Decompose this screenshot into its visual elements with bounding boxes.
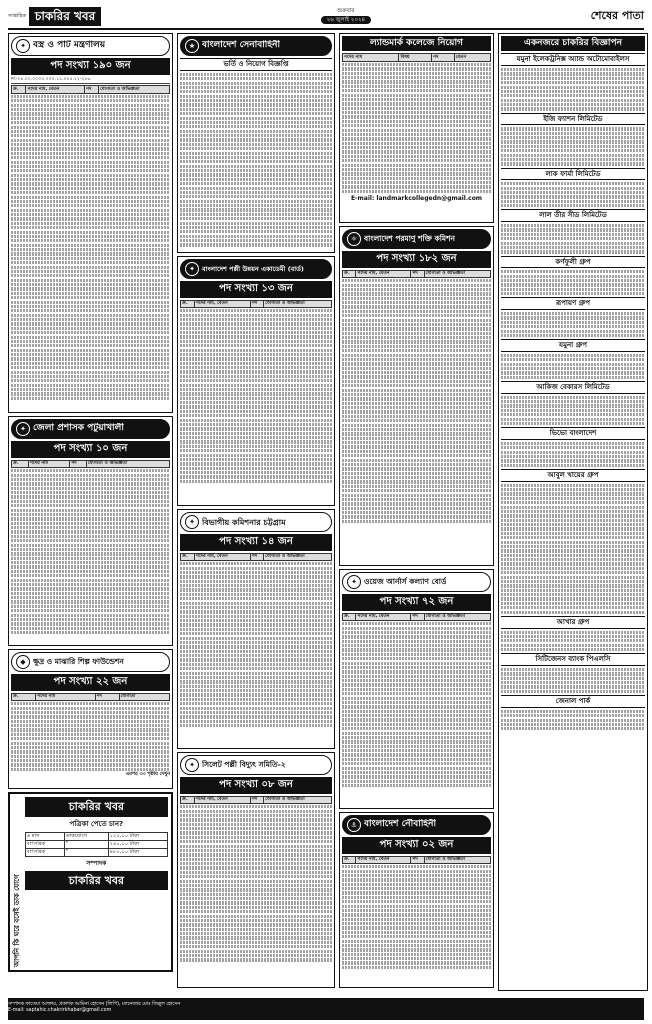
period: বাৎসরিক xyxy=(25,848,64,856)
landmark-ad xyxy=(339,33,494,223)
col-header: পদ xyxy=(250,300,264,308)
col-header: পদের নাম, বেতন xyxy=(356,270,411,278)
section-heading: একনজরে চাকরির বিজ্ঞাপন xyxy=(501,36,645,51)
ad-title: বাংলাদেশ পরমাণু শক্তি কমিশন xyxy=(364,234,455,244)
table-header xyxy=(343,613,491,621)
col-header: ক্র. xyxy=(343,270,356,278)
fine-print xyxy=(180,309,332,483)
col-header: ক্র. xyxy=(12,86,26,94)
col-header: পদের নাম xyxy=(36,693,95,701)
price: ৪৮০,০০ টাকা xyxy=(108,848,167,856)
posts-count: পদ সংখ্যা ৭২ জন xyxy=(342,594,491,611)
price: ২৪০,০০ টাকা xyxy=(108,840,167,848)
foundation-ad xyxy=(8,649,173,789)
atomic-ad xyxy=(339,226,494,566)
fine-print xyxy=(180,73,332,247)
date-pill: ২৬ জুলাই ২০২৪ xyxy=(321,16,371,25)
col-header: বিষয় xyxy=(399,54,431,62)
method: " xyxy=(64,848,108,856)
wage-earners-ad xyxy=(339,569,494,809)
period: ৬ মাস xyxy=(25,832,64,840)
col-header: পদের নাম, বেতন xyxy=(194,553,250,561)
footer-email: E-mail: saptahic.chakrirkhabar@gmail.com xyxy=(8,1007,112,1013)
col-header: ক্র. xyxy=(181,796,195,804)
chattogram-ad xyxy=(177,509,335,749)
col-header: ক্র. xyxy=(343,613,356,621)
company-name: জেনাল পার্ক xyxy=(501,695,645,708)
jobs-table xyxy=(342,270,491,279)
promo-question: পত্রিকা পেতে চান? xyxy=(69,819,124,828)
ad-header xyxy=(180,259,332,279)
col-header: পদ xyxy=(95,693,119,701)
fine-print xyxy=(342,622,491,787)
ad-title: জেলা প্রশাসক পটুয়াখালী xyxy=(33,423,124,434)
table-row xyxy=(25,848,167,856)
ad-header xyxy=(180,36,332,56)
col-header: ক্র. xyxy=(181,300,195,308)
col-header: পদের নাম xyxy=(343,54,399,62)
company-name: লাল তীর সীড লিমিটেড xyxy=(501,209,645,222)
company-name: কর্ণফুলী গ্রুপ xyxy=(501,256,645,269)
logo-text: চাকরির খবর xyxy=(29,7,101,26)
company-name: আকিজ বেকারস লিমিটেড xyxy=(501,381,645,394)
ref-number xyxy=(11,77,170,85)
govt-seal-icon: ✦ xyxy=(185,515,199,529)
col-header: পদ xyxy=(84,86,98,94)
ad-title: সিলেট পল্লী বিদ্যুৎ সমিতি-২ xyxy=(202,760,286,770)
jobs-table xyxy=(11,693,170,702)
company-name: যমুনা গ্রুপ xyxy=(501,339,645,352)
col-header: পদ xyxy=(70,460,87,468)
ad-header xyxy=(11,652,170,672)
price-table xyxy=(25,832,168,858)
promo-vertical-text: আপনি কি ঘরে বসেই ডাক যোগে xyxy=(13,874,21,967)
anchor-icon: ⚓ xyxy=(347,818,361,832)
fine-print xyxy=(342,865,491,969)
table-row xyxy=(25,840,167,848)
editor-label: সম্পাদক xyxy=(86,860,107,868)
posts-count: পদ সংখ্যা ১৪ জন xyxy=(180,534,332,551)
jobs-table xyxy=(180,553,332,562)
logo xyxy=(8,7,101,26)
posts-count: পদ সংখ্যা ১৩ জন xyxy=(180,281,332,298)
ad-title: ক্ষুদ্র ও মাঝারি শিল্প ফাউন্ডেশন xyxy=(33,657,124,667)
col-header: যোগ্যতা ও অভিজ্ঞতা xyxy=(99,86,170,94)
table-header xyxy=(12,86,170,94)
col-header: যোগ্যতা ও অভিজ্ঞতা xyxy=(264,553,332,561)
at-a-glance-ads xyxy=(498,33,648,991)
date-day: শুক্রবার xyxy=(337,7,355,14)
company-name: আবুল খায়ের গ্রুপ xyxy=(501,469,645,482)
posts-count: পদ সংখ্যা ০২ জন xyxy=(342,837,491,854)
column-3 xyxy=(339,33,494,1001)
method: ডাকযোগে xyxy=(64,832,108,840)
fine-print xyxy=(180,805,332,961)
masthead xyxy=(8,4,644,30)
col-header: পদ xyxy=(250,796,264,804)
continued-note: এরপর ৩৩ পৃষ্ঠায় দেখুন xyxy=(125,772,170,778)
column-4 xyxy=(498,33,648,1001)
fine-print xyxy=(342,63,491,193)
company-name: সিটিজেনস ব্যাংক পিএলসি xyxy=(501,653,645,666)
price: ১২০,০০ টাকা xyxy=(108,832,167,840)
contact-email: E-mail: landmarkcollegedn@gmail.com xyxy=(350,195,483,202)
company-name: রূপায়ণ গ্রুপ xyxy=(501,297,645,310)
jobs-table xyxy=(180,796,332,805)
logo-sub: সাপ্তাহিক xyxy=(8,12,26,19)
fine-print xyxy=(180,562,332,727)
table-header xyxy=(343,270,491,278)
promo-main xyxy=(25,797,168,967)
col-header: ক্র. xyxy=(343,856,356,864)
govt-seal-icon: ✦ xyxy=(347,575,361,589)
col-header: যোগ্যতা ও অভিজ্ঞতা xyxy=(264,796,332,804)
method: " xyxy=(64,840,108,848)
period: বাৎসরিক xyxy=(25,840,64,848)
bostro-ad xyxy=(8,33,173,413)
govt-seal-icon: ✦ xyxy=(16,39,30,53)
posts-count: পদ সংখ্যা ১০ জন xyxy=(11,441,170,458)
ad-header xyxy=(342,572,491,592)
col-header: যোগ্যতা ও অভিজ্ঞতা xyxy=(424,856,490,864)
table-row xyxy=(25,832,167,840)
col-header: পদের নাম, বেতন xyxy=(356,856,411,864)
company-name: যমুনা ইলেকট্রনিক্স অ্যান্ড অটোমোবাইলস xyxy=(501,53,645,66)
jobs-table xyxy=(180,300,332,309)
promo-logo-bottom: চাকরির খবর xyxy=(25,871,168,891)
atom-icon: ⚛ xyxy=(347,232,361,246)
col-header: পদ xyxy=(411,270,424,278)
table-header xyxy=(343,856,491,864)
logo-icon: ◆ xyxy=(16,655,30,669)
company-name: লাক ফার্মা লিমিটেড xyxy=(501,168,645,181)
col-header: বেতন xyxy=(454,54,490,62)
company-name: ইজি ফ্যাশন লিমিটেড xyxy=(501,113,645,126)
jobs-table xyxy=(11,460,170,469)
ad-title: বাংলাদেশ পল্লী উন্নয়ন একাডেমী (বার্ড) xyxy=(202,264,305,273)
navy-ad xyxy=(339,812,494,988)
date-box xyxy=(321,8,371,25)
govt-seal-icon: ✦ xyxy=(185,758,199,772)
col-header: যোগ্যতা ও অভিজ্ঞতা xyxy=(424,270,490,278)
polli-ad xyxy=(177,256,335,506)
ad-title: বাংলাদেশ সেনাবাহিনী xyxy=(202,40,281,51)
col-header: পদ xyxy=(250,553,264,561)
content-grid xyxy=(8,33,644,1001)
jobs-table xyxy=(342,53,491,62)
posts-count: পদ সংখ্যা ০৮ জন xyxy=(180,777,332,794)
col-header: ক্র. xyxy=(12,693,36,701)
govt-seal-icon: ✦ xyxy=(16,422,30,436)
table-header xyxy=(181,796,332,804)
col-header: ক্র. xyxy=(181,553,195,561)
col-header: পদ xyxy=(411,613,424,621)
page-title: শেষের পাতা xyxy=(590,9,644,23)
ad-header xyxy=(342,815,491,835)
col-header: পদের নাম, বেতন xyxy=(194,796,250,804)
table-header xyxy=(181,300,332,308)
ad-header xyxy=(11,36,170,56)
fine-print xyxy=(11,469,170,634)
ad-title: ল্যান্ডমার্ক কলেজে নিয়োগ xyxy=(342,36,491,51)
posts-count: পদ সংখ্যা ২২ জন xyxy=(11,674,170,691)
col-header: ক্র. xyxy=(12,460,29,468)
patuakhali-ad xyxy=(8,416,173,646)
col-header: পদের নাম, বেতন xyxy=(194,300,250,308)
subscription-promo xyxy=(8,792,173,972)
footer-credits: সম্পাদক ফাতেমা আক্তার, প্রকাশক আমিনা হোসেন (লিপি), ম্যানেজার মোঃ জিল্লুল হোসেন xyxy=(8,1002,181,1007)
col-header: পদের নাম, বেতন xyxy=(26,86,85,94)
army-seal-icon: ★ xyxy=(185,39,199,53)
govt-seal-icon: ✦ xyxy=(185,262,199,276)
army-ad xyxy=(177,33,335,253)
ad-title: ওয়েজ আর্নার্স কল্যাণ বোর্ড xyxy=(364,577,447,587)
company-name: আখার গ্রুপ xyxy=(501,616,645,629)
col-header: যোগ্যতা ও অভিজ্ঞতা xyxy=(424,613,490,621)
posts-count: পদ সংখ্যা ১৮২ জন xyxy=(342,251,491,268)
ad-title: বিভাগীয় কমিশনার চট্টগ্রাম xyxy=(202,517,286,527)
ref-text: নং-২৪.০০.০০০০.০০০.১১.০০৫.২২-২৮৬ xyxy=(11,76,91,82)
posts-count: পদ সংখ্যা ১৯০ জন xyxy=(11,58,170,75)
table-header xyxy=(12,460,170,468)
col-header: যোগ্যতা ও অভিজ্ঞতা xyxy=(86,460,169,468)
jobs-table xyxy=(342,856,491,865)
ad-header xyxy=(342,229,491,249)
ad-title: বাংলাদেশ নৌবাহিনী xyxy=(364,819,437,830)
table-header xyxy=(343,54,491,62)
column-1 xyxy=(8,33,173,1001)
col-header: পদের নাম xyxy=(28,460,69,468)
ad-header xyxy=(180,512,332,532)
table-header xyxy=(12,693,170,701)
ad-header xyxy=(180,755,332,775)
footer xyxy=(8,998,644,1020)
promo-logo: চাকরির খবর xyxy=(25,797,168,817)
column-2 xyxy=(177,33,335,1001)
table-header xyxy=(181,553,332,561)
jobs-table xyxy=(11,85,170,94)
fine-print xyxy=(11,95,170,413)
col-header: যোগ্যতা xyxy=(119,693,170,701)
fine-print xyxy=(342,279,491,523)
col-header: পদ xyxy=(431,54,454,62)
company-name: ভিভো বাংলাদেশ xyxy=(501,427,645,440)
col-header: পদের নাম, বেতন xyxy=(356,613,411,621)
col-header: পদ xyxy=(411,856,424,864)
col-header: যোগ্যতা ও অভিজ্ঞতা xyxy=(264,300,332,308)
fine-print xyxy=(11,702,170,771)
ad-title: বস্ত্র ও পাট মন্ত্রণালয় xyxy=(33,40,106,51)
ad-header xyxy=(11,419,170,439)
sylhet-ad xyxy=(177,752,335,988)
jobs-table xyxy=(342,613,491,622)
ad-subtitle: ভর্তি ও নিয়োগ বিজ্ঞপ্তি xyxy=(180,58,332,71)
